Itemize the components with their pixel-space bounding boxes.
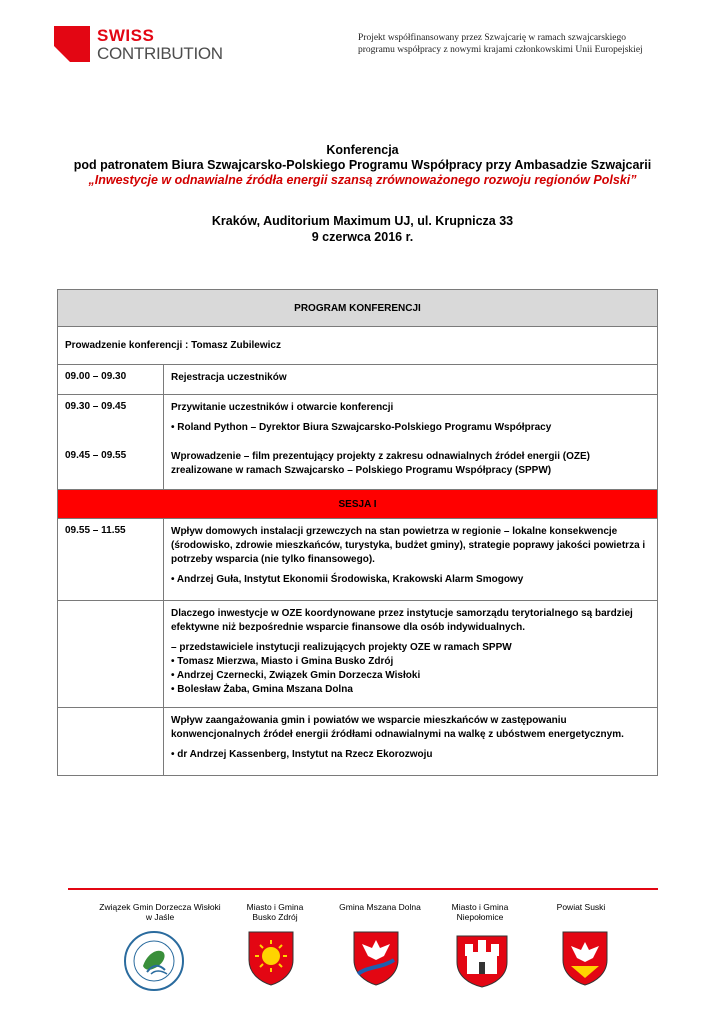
title-line-1: Konferencja [326, 143, 399, 157]
project-note-line-2: programu współpracy z nowymi krajami członkowskimi Unii Europejskiej [358, 45, 643, 55]
title-line-2: pod patronatem Biura Szwajcarsko-Polskiego Programu Współpracy przy Ambasadzie Szwajcarii [73, 158, 652, 172]
partner-name: Miasto i Gmina [246, 902, 304, 912]
busko-zdroj-crest-icon [247, 930, 295, 986]
time-cell [58, 708, 164, 776]
table-row [58, 365, 658, 395]
program-header-row [58, 290, 658, 327]
time-cell [58, 601, 164, 708]
partner-item [545, 902, 617, 912]
date: 9 czerwca 2016 r. [311, 230, 414, 244]
partner-name-line2: Busko Zdrój [252, 912, 298, 922]
agenda-item [164, 519, 658, 601]
powiat-suski-crest-icon [561, 930, 609, 986]
speaker-line: • Bolesław Żaba, Gmina Mszana Dolna [171, 684, 353, 695]
table-row [58, 708, 658, 776]
speaker-line: • Roland Python – Dyrektor Biura Szwajcarsko-Polskiego Programu Współpracy [171, 422, 552, 433]
project-note [358, 32, 678, 56]
topic-text: Dlaczego inwestycje w OZE koordynowane przez instytucje samorządu terytorialnego są bardziej efektywne niż bezpośrednie wsparcie finansowe dla osób indywidualnych. [171, 608, 633, 633]
venue: Kraków, Auditorium Maximum UJ, ul. Krupnicza 33 [211, 214, 514, 228]
time-start: 09.30 – 09.45 [65, 401, 127, 412]
program-table [57, 289, 658, 776]
partner-name: Związek Gmin Dorzecza Wisłoki [99, 902, 221, 912]
mszana-dolna-crest-icon [352, 930, 400, 986]
logo-contribution-text: CONTRIBUTION [97, 44, 223, 63]
speaker-line: • Tomasz Mierzwa, Miasto i Gmina Busko Zdrój [171, 656, 394, 667]
table-row [58, 601, 658, 708]
moderator: Prowadzenie konferencji : Tomasz Zubilewicz [58, 327, 658, 365]
logo-swiss-text: SWISS [97, 26, 155, 45]
wisloka-emblem-icon [123, 930, 185, 992]
partner-item [330, 902, 430, 912]
agenda-item [164, 395, 658, 490]
partner-name-line2: w Jaśle [145, 912, 175, 922]
conference-title [0, 143, 725, 188]
conference-subtitle: „Inwestycje w odnawialne źródła energii szansą zrównoważonego rozwoju regionów Polski” [88, 173, 637, 187]
time-second: 09.45 – 09.55 [65, 450, 127, 461]
logo-mark-icon [54, 26, 90, 62]
table-row [58, 395, 658, 490]
speaker-line: • Andrzej Czernecki, Związek Gmin Dorzecza Wisłoki [171, 670, 421, 681]
partner-name: Powiat Suski [556, 902, 606, 912]
partner-item [80, 902, 240, 922]
speaker-line: • dr Andrzej Kassenberg, Instytut na Rzecz Ekorozwoju [171, 749, 433, 760]
time-cell: 09.00 – 09.30 [58, 365, 164, 395]
program-header: PROGRAM KONFERENCJI [58, 290, 658, 327]
agenda-item [164, 708, 658, 776]
moderator-row [58, 327, 658, 365]
venue-block [0, 213, 725, 245]
swiss-contribution-logo [54, 26, 224, 66]
agenda-item [164, 601, 658, 708]
speaker-line: • Andrzej Guła, Instytut Ekonomii Środowiska, Krakowski Alarm Smogowy [171, 574, 524, 585]
session-label: SESJA I [58, 490, 658, 519]
agenda-item: Rejestracja uczestników [164, 365, 658, 395]
partner-item [440, 902, 520, 922]
speaker-line: – przedstawiciele instytucji realizujących projekty OZE w ramach SPPW [171, 642, 512, 653]
partner-item [235, 902, 315, 922]
niepolomice-crest-icon [455, 930, 509, 988]
topic-text: Wpływ zaangażowania gmin i powiatów we wsparcie mieszkańców w zastępowaniu konwencjonalnych źródeł energii źródłami odnawialnymi na walkę z ubóstwem energetycznym. [171, 715, 624, 740]
partner-name: Miasto i Gmina [451, 902, 509, 912]
session-row [58, 490, 658, 519]
partner-name-line2: Niepołomice [456, 912, 504, 922]
partner-name: Gmina Mszana Dolna [339, 902, 421, 912]
project-note-line-1: Projekt współfinansowany przez Szwajcarię w ramach szwajcarskiego [358, 33, 627, 43]
topic-text: Wpływ domowych instalacji grzewczych na stan powietrza w regionie – lokalne konsekwencje (środowisko, zdrowie mieszkańców, turystyka, budżet gminy), strategie poprawy jakości powietrza i potrzeby wsparcia (nie tylko finansowego). [171, 526, 646, 565]
time-cell [58, 395, 164, 490]
welcome-text: Przywitanie uczestników i otwarcie konferencji [171, 402, 394, 413]
time-cell: 09.55 – 11.55 [58, 519, 164, 601]
intro-film-text: Wprowadzenie – film prezentujący projekty z zakresu odnawialnych źródeł energii (OZE) zrealizowane w ramach Szwajcarsko – Polskiego Programu Współpracy (SPPW) [171, 451, 590, 476]
footer-divider [68, 888, 658, 890]
table-row [58, 519, 658, 601]
